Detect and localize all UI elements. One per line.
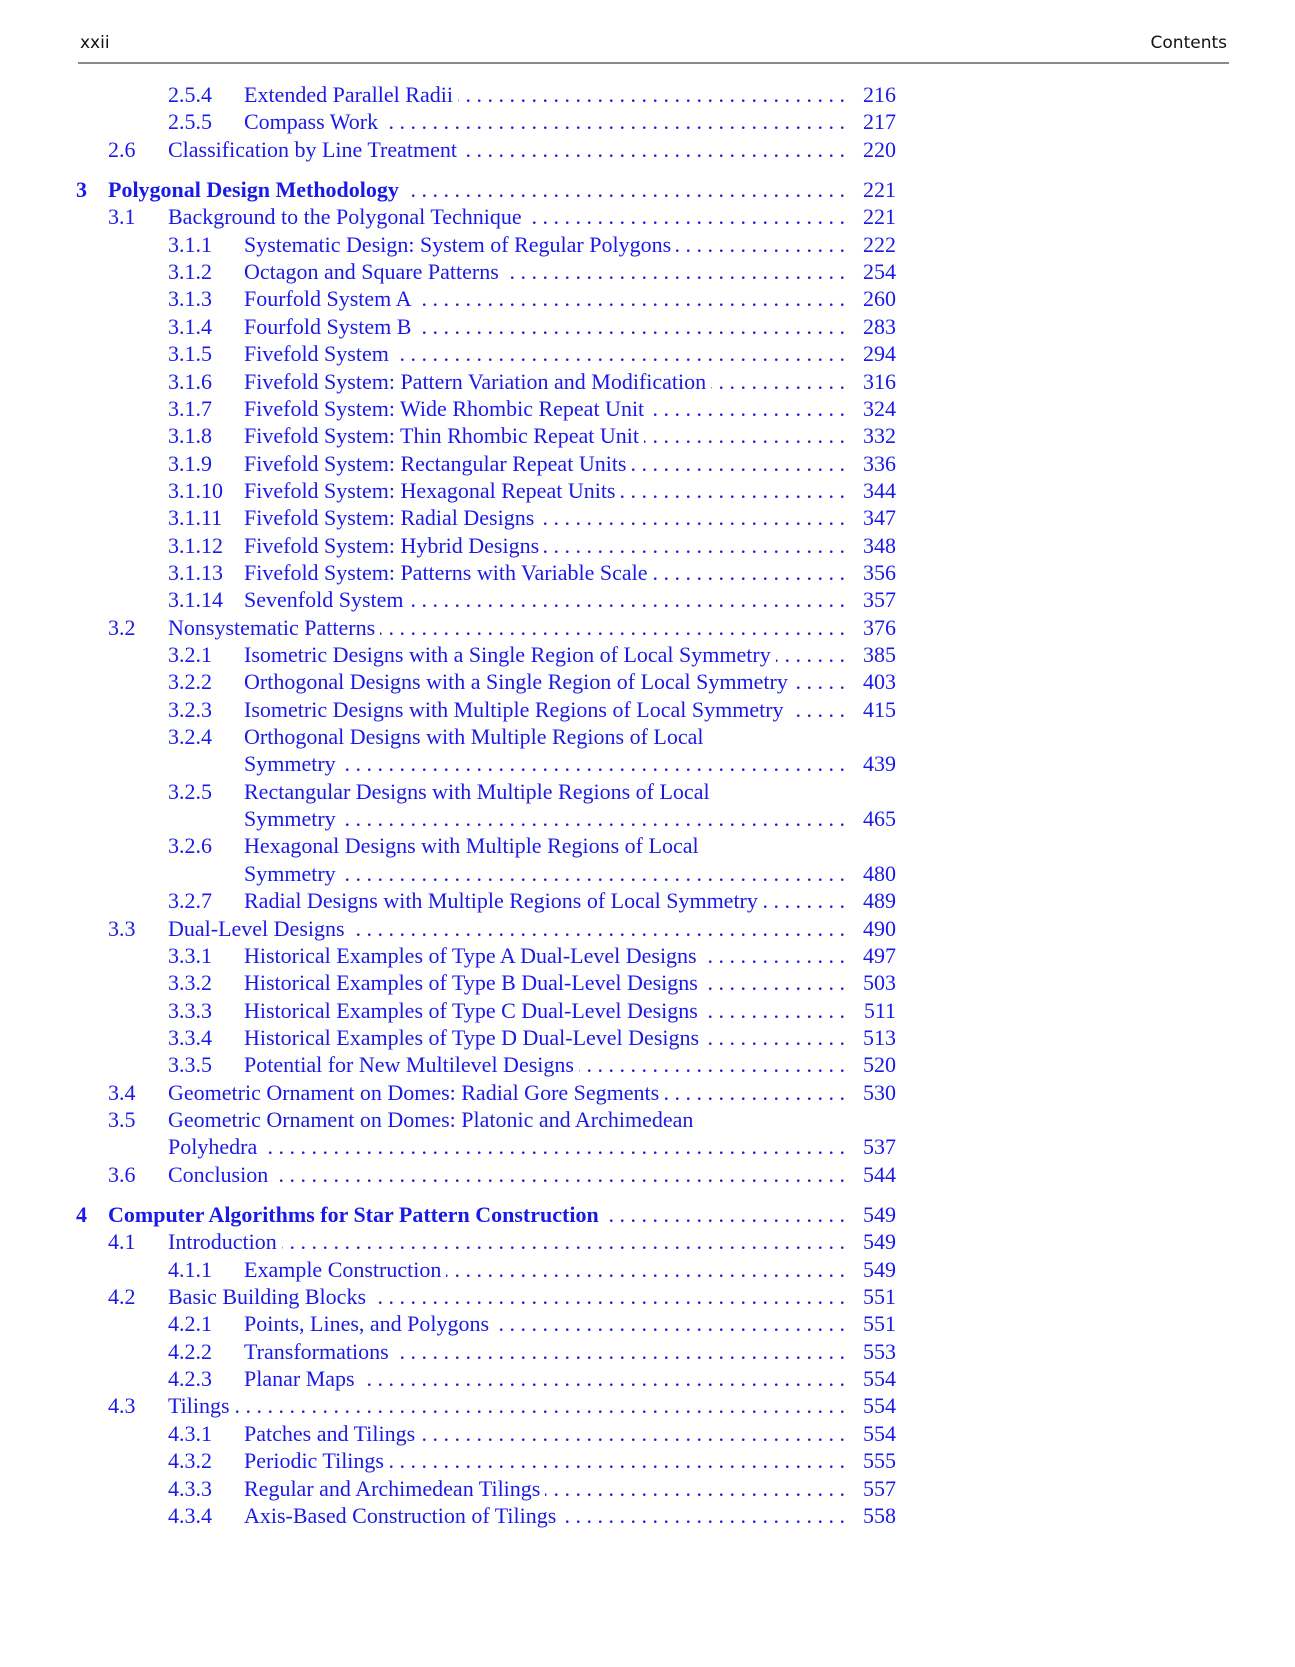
dot-leader — [652, 558, 845, 587]
entry-title: Transformations — [244, 1338, 389, 1364]
dot-leader — [404, 175, 845, 204]
entry-title: Nonsystematic Patterns — [168, 614, 376, 640]
toc-entry[interactable] — [0, 996, 896, 1025]
entry-number: 2.6 — [108, 136, 136, 162]
entry-title: Isometric Designs with a Single Region of Local Symmetry — [244, 642, 771, 667]
entry-title: Fivefold System: Wide Rhombic Repeat Unit — [244, 395, 645, 421]
toc-entry[interactable] — [0, 1391, 896, 1420]
dot-leader — [458, 80, 845, 109]
entry-number: 3.3.1 — [168, 942, 212, 968]
entry-title: Fivefold System: Hybrid Designs — [244, 532, 540, 558]
dot-leader — [621, 476, 846, 505]
toc-entry[interactable] — [0, 1419, 896, 1448]
dot-leader — [776, 640, 845, 669]
entry-number: 2.5.5 — [168, 109, 212, 135]
toc-entry[interactable] — [0, 135, 896, 164]
dot-leader — [262, 1132, 845, 1161]
toc-entry[interactable] — [0, 339, 896, 368]
dot-leader — [273, 1160, 845, 1189]
entry-title: Regular and Archimedean Tilings — [244, 1475, 541, 1501]
entry-page-number: 217 — [863, 109, 896, 135]
toc-entry[interactable] — [0, 394, 896, 423]
toc-entry[interactable] — [0, 1474, 896, 1503]
dot-leader — [604, 1200, 845, 1229]
entry-title: Octagon and Square Patterns — [244, 259, 499, 285]
entry-number: 3.2.5 — [168, 778, 212, 804]
entry-title: Historical Examples of Type A Dual-Level Designs — [244, 942, 697, 968]
entry-page-number: 554 — [863, 1366, 896, 1392]
dot-leader — [676, 230, 845, 259]
entry-page-number: 283 — [863, 313, 896, 339]
entry-title: Axis-Based Construction of Tilings — [244, 1502, 557, 1528]
entry-title: Fivefold System: Hexagonal Repeat Units — [244, 477, 616, 503]
toc-entry[interactable] — [0, 777, 896, 806]
toc-entry[interactable] — [0, 312, 896, 341]
entry-number: 3.1.6 — [168, 368, 212, 394]
dot-leader — [416, 284, 845, 313]
entry-number: 4.3.3 — [168, 1475, 212, 1501]
entry-number: 3.1.11 — [168, 505, 223, 531]
entry-page-number: 497 — [863, 942, 896, 968]
entry-number: 3.2.7 — [168, 888, 212, 914]
dot-leader — [494, 1309, 845, 1338]
toc-entry[interactable] — [0, 886, 896, 915]
dot-leader — [703, 996, 845, 1025]
entry-title: Systematic Design: System of Regular Polygons — [244, 231, 672, 257]
entry-title: Hexagonal Designs with Multiple Regions of Local — [244, 833, 699, 859]
entry-title: Extended Parallel Radii — [244, 82, 453, 107]
toc-entry[interactable] — [0, 1078, 896, 1107]
entry-page-number: 415 — [863, 696, 896, 722]
entry-page-number: 324 — [863, 395, 896, 421]
dot-leader — [711, 367, 845, 396]
dot-leader — [446, 1255, 845, 1284]
entry-title: Tilings — [168, 1393, 230, 1419]
dot-leader — [649, 394, 845, 423]
page-number: xxii — [80, 33, 110, 53]
dot-leader — [545, 1474, 845, 1503]
entry-number: 4.3.2 — [168, 1448, 212, 1474]
entry-page-number: 537 — [863, 1134, 896, 1160]
toc-entry[interactable] — [0, 1337, 896, 1366]
toc-entry[interactable] — [0, 613, 896, 642]
entry-page-number: 513 — [863, 1024, 896, 1050]
entry-page-number: 554 — [863, 1420, 896, 1446]
entry-title: Symmetry — [244, 806, 336, 832]
entry-number: 3.3 — [108, 915, 136, 941]
entry-title: Patches and Tilings — [244, 1420, 416, 1446]
entry-page-number: 554 — [863, 1393, 896, 1419]
entry-number: 3.1 — [108, 204, 136, 230]
chapter-entry[interactable] — [0, 1200, 896, 1229]
toc-entry[interactable] — [0, 284, 896, 313]
entry-title: Historical Examples of Type D Dual-Level Designs — [244, 1024, 700, 1050]
dot-leader — [703, 968, 845, 997]
entry-number: 3.5 — [108, 1106, 136, 1132]
entry-number: 4.3 — [108, 1393, 136, 1419]
dot-leader — [341, 749, 845, 778]
toc-entry[interactable] — [0, 941, 896, 970]
entry-title: Radial Designs with Multiple Regions of Local Symmetry — [244, 888, 758, 914]
dot-leader — [539, 503, 845, 532]
toc-entry[interactable] — [0, 1227, 896, 1256]
dot-leader — [702, 941, 845, 970]
toc-entry[interactable] — [0, 722, 896, 751]
entry-title: Conclusion — [168, 1161, 269, 1187]
toc-entry[interactable] — [0, 914, 896, 943]
dot-leader — [763, 886, 845, 915]
entry-title: Historical Examples of Type B Dual-Level Designs — [244, 970, 698, 996]
entry-page-number: 558 — [863, 1502, 896, 1528]
entry-title: Sevenfold System — [244, 587, 404, 613]
entry-number: 4.1.1 — [168, 1256, 212, 1282]
entry-number: 3.2.2 — [168, 669, 212, 695]
dot-leader — [380, 613, 845, 642]
entry-title: Compass Work — [244, 109, 379, 135]
toc-entry[interactable] — [0, 749, 896, 778]
toc-entry[interactable] — [0, 367, 896, 396]
toc-entry[interactable] — [0, 476, 896, 505]
dot-leader — [282, 1227, 845, 1256]
dot-leader — [409, 585, 846, 614]
entry-page-number: 347 — [863, 505, 896, 531]
entry-number: 4.2.2 — [168, 1338, 212, 1364]
entry-title: Example Construction — [244, 1256, 442, 1282]
entry-title: Polyhedra — [168, 1134, 258, 1160]
chapter-entry[interactable] — [0, 175, 896, 204]
entry-title: Fivefold System: Thin Rhombic Repeat Unit — [244, 423, 639, 449]
entry-number: 3.1.3 — [168, 286, 212, 312]
dot-leader — [371, 1282, 845, 1311]
entry-page-number: 376 — [863, 614, 896, 640]
entry-title: Fivefold System: Patterns with Variable Scale — [244, 559, 648, 585]
entry-page-number: 480 — [863, 860, 896, 886]
entry-title: Geometric Ornament on Domes: Radial Gore Segments — [168, 1079, 660, 1105]
entry-title: Rectangular Designs with Multiple Regions of Local — [244, 778, 710, 804]
toc-entry[interactable] — [0, 1105, 896, 1134]
toc-entry[interactable] — [0, 1282, 896, 1311]
entry-number: 3.1.9 — [168, 450, 212, 476]
dot-leader — [394, 1337, 845, 1366]
toc-entry[interactable] — [0, 1050, 896, 1079]
entry-number: 3.4 — [108, 1079, 136, 1105]
entry-page-number: 216 — [863, 82, 896, 107]
toc-entry[interactable] — [0, 585, 896, 614]
dot-leader — [561, 1501, 845, 1530]
dot-leader — [389, 1446, 845, 1475]
dot-leader — [360, 1364, 845, 1393]
entry-number: 3.3.4 — [168, 1024, 212, 1050]
dot-leader — [644, 421, 845, 450]
entry-page-number: 357 — [863, 587, 896, 613]
entry-page-number: 544 — [863, 1161, 896, 1187]
toc-entry[interactable] — [0, 804, 896, 833]
entry-page-number: 336 — [863, 450, 896, 476]
entry-number: 3.1.12 — [168, 532, 223, 558]
entry-number: 3.2.4 — [168, 724, 212, 750]
entry-title: Fourfold System B — [244, 313, 412, 339]
entry-title: Symmetry — [244, 860, 336, 886]
entry-title: Historical Examples of Type C Dual-Level Designs — [244, 997, 698, 1023]
entry-page-number: 511 — [863, 997, 896, 1023]
entry-title: Fivefold System: Rectangular Repeat Units — [244, 450, 627, 476]
entry-number: 3.1.8 — [168, 423, 212, 449]
entry-title: Isometric Designs with Multiple Regions of Local Symmetry — [244, 696, 784, 722]
running-head — [78, 30, 1229, 64]
entry-page-number: 403 — [863, 669, 896, 695]
entry-page-number: 489 — [863, 888, 896, 914]
toc-entry[interactable] — [0, 558, 896, 587]
entry-title: Orthogonal Designs with a Single Region of Local Symmetry — [244, 669, 788, 695]
entry-page-number: 222 — [863, 231, 896, 257]
entry-page-number: 356 — [863, 559, 896, 585]
toc-entry[interactable] — [0, 421, 896, 450]
toc-entry[interactable] — [0, 257, 896, 286]
toc-entry[interactable] — [0, 202, 896, 231]
dot-leader — [504, 257, 845, 286]
toc-entry[interactable] — [0, 1160, 896, 1189]
entry-title: Basic Building Blocks — [168, 1284, 366, 1310]
entry-number: 3.2 — [108, 614, 136, 640]
entry-title: Introduction — [168, 1229, 277, 1255]
entry-page-number: 551 — [863, 1284, 896, 1310]
entry-title: Dual-Level Designs — [168, 915, 345, 941]
dot-leader — [341, 804, 845, 833]
entry-page-number: 385 — [863, 642, 896, 667]
dot-leader — [341, 859, 845, 888]
entry-number: 2.5.4 — [168, 82, 212, 107]
entry-title: Computer Algorithms for Star Pattern Construction — [108, 1202, 599, 1227]
entry-number: 4.3.1 — [168, 1420, 212, 1446]
entry-title: Orthogonal Designs with Multiple Regions of Local — [244, 724, 704, 750]
toc-entry[interactable] — [0, 1132, 896, 1161]
dot-leader — [350, 914, 845, 943]
toc-entry[interactable] — [0, 640, 896, 669]
entry-page-number: 553 — [863, 1338, 896, 1364]
entry-number: 3 — [76, 177, 87, 203]
entry-page-number: 530 — [863, 1079, 896, 1105]
entry-page-number: 490 — [863, 915, 896, 941]
entry-title: Fivefold System: Pattern Variation and Modification — [244, 368, 707, 394]
entry-page-number: 332 — [863, 423, 896, 449]
dot-leader — [664, 1078, 845, 1107]
dot-leader — [462, 135, 845, 164]
section-title: Contents — [1150, 33, 1227, 53]
entry-title: Fivefold System: Radial Designs — [244, 505, 535, 531]
entry-title: Geometric Ornament on Domes: Platonic and Archimedean — [168, 1106, 694, 1132]
entry-page-number: 439 — [863, 751, 896, 777]
dot-leader — [416, 312, 845, 341]
entry-number: 4 — [76, 1202, 87, 1227]
toc-entry[interactable] — [0, 531, 896, 560]
entry-page-number: 344 — [863, 477, 896, 503]
toc-entry[interactable] — [0, 1255, 896, 1284]
entry-number: 3.1.1 — [168, 231, 212, 257]
dot-leader — [579, 1050, 845, 1079]
dot-leader — [632, 449, 846, 478]
entry-page-number: 549 — [863, 1229, 896, 1255]
entry-number: 3.1.5 — [168, 341, 212, 367]
dot-leader — [383, 107, 845, 136]
dot-leader — [420, 1419, 845, 1448]
entry-page-number: 220 — [863, 136, 896, 162]
toc-entry[interactable] — [0, 449, 896, 478]
entry-number: 3.3.3 — [168, 997, 212, 1023]
entry-number: 3.3.2 — [168, 970, 212, 996]
toc-entry[interactable] — [0, 503, 896, 532]
entry-title: Classification by Line Treatment — [168, 136, 458, 162]
entry-page-number: 549 — [863, 1256, 896, 1282]
entry-page-number: 221 — [863, 177, 896, 203]
entry-title: Symmetry — [244, 751, 336, 777]
dot-leader — [394, 339, 845, 368]
entry-number: 3.2.1 — [168, 642, 212, 667]
entry-number: 3.2.6 — [168, 833, 212, 859]
dot-leader — [544, 531, 845, 560]
toc-entry[interactable] — [0, 1023, 896, 1052]
entry-page-number: 557 — [863, 1475, 896, 1501]
entry-title: Planar Maps — [244, 1366, 355, 1392]
toc-entry[interactable] — [0, 831, 896, 860]
toc-entry[interactable] — [0, 1364, 896, 1393]
dot-leader — [235, 1391, 845, 1420]
entry-title: Fourfold System A — [244, 286, 412, 312]
entry-page-number: 260 — [863, 286, 896, 312]
entry-title: Points, Lines, and Polygons — [244, 1311, 490, 1337]
entry-page-number: 348 — [863, 532, 896, 558]
toc-entry[interactable] — [0, 1309, 896, 1338]
entry-number: 4.3.4 — [168, 1502, 212, 1528]
toc-entry[interactable] — [0, 859, 896, 888]
entry-page-number: 254 — [863, 259, 896, 285]
entry-page-number: 465 — [863, 806, 896, 832]
entry-number: 3.1.2 — [168, 259, 212, 285]
toc-entry[interactable] — [0, 230, 896, 259]
toc-entry[interactable] — [0, 80, 896, 109]
entry-number: 4.2.3 — [168, 1366, 212, 1392]
entry-number: 3.6 — [108, 1161, 136, 1187]
entry-page-number: 551 — [863, 1311, 896, 1337]
dot-leader — [527, 202, 845, 231]
entry-page-number: 555 — [863, 1448, 896, 1474]
toc-entry[interactable] — [0, 1501, 896, 1530]
entry-title: Polygonal Design Methodology — [108, 177, 399, 203]
entry-number: 3.1.10 — [168, 477, 223, 503]
entry-number: 3.1.13 — [168, 559, 223, 585]
entry-number: 4.2.1 — [168, 1311, 212, 1337]
entry-page-number: 503 — [863, 970, 896, 996]
entry-page-number: 294 — [863, 341, 896, 367]
dot-leader — [704, 1023, 845, 1052]
entry-number: 3.3.5 — [168, 1052, 212, 1078]
toc-entry[interactable] — [0, 667, 896, 696]
toc-entry[interactable] — [0, 1446, 896, 1475]
entry-number: 3.1.4 — [168, 313, 212, 339]
toc-entry[interactable] — [0, 107, 896, 136]
entry-number: 4.2 — [108, 1284, 136, 1310]
entry-title: Fivefold System — [244, 341, 389, 367]
toc-entry[interactable] — [0, 695, 896, 724]
entry-number: 3.2.3 — [168, 696, 212, 722]
entry-title: Background to the Polygonal Technique — [168, 204, 522, 230]
entry-page-number: 221 — [863, 204, 896, 230]
entry-title: Potential for New Multilevel Designs — [244, 1052, 574, 1078]
entry-number: 3.1.7 — [168, 395, 212, 421]
entry-page-number: 549 — [863, 1202, 896, 1227]
toc-entry[interactable] — [0, 968, 896, 997]
entry-page-number: 520 — [863, 1052, 896, 1078]
entry-page-number: 316 — [863, 368, 896, 394]
entry-number: 4.1 — [108, 1229, 136, 1255]
entry-number: 3.1.14 — [168, 587, 223, 613]
entry-title: Periodic Tilings — [244, 1448, 384, 1474]
